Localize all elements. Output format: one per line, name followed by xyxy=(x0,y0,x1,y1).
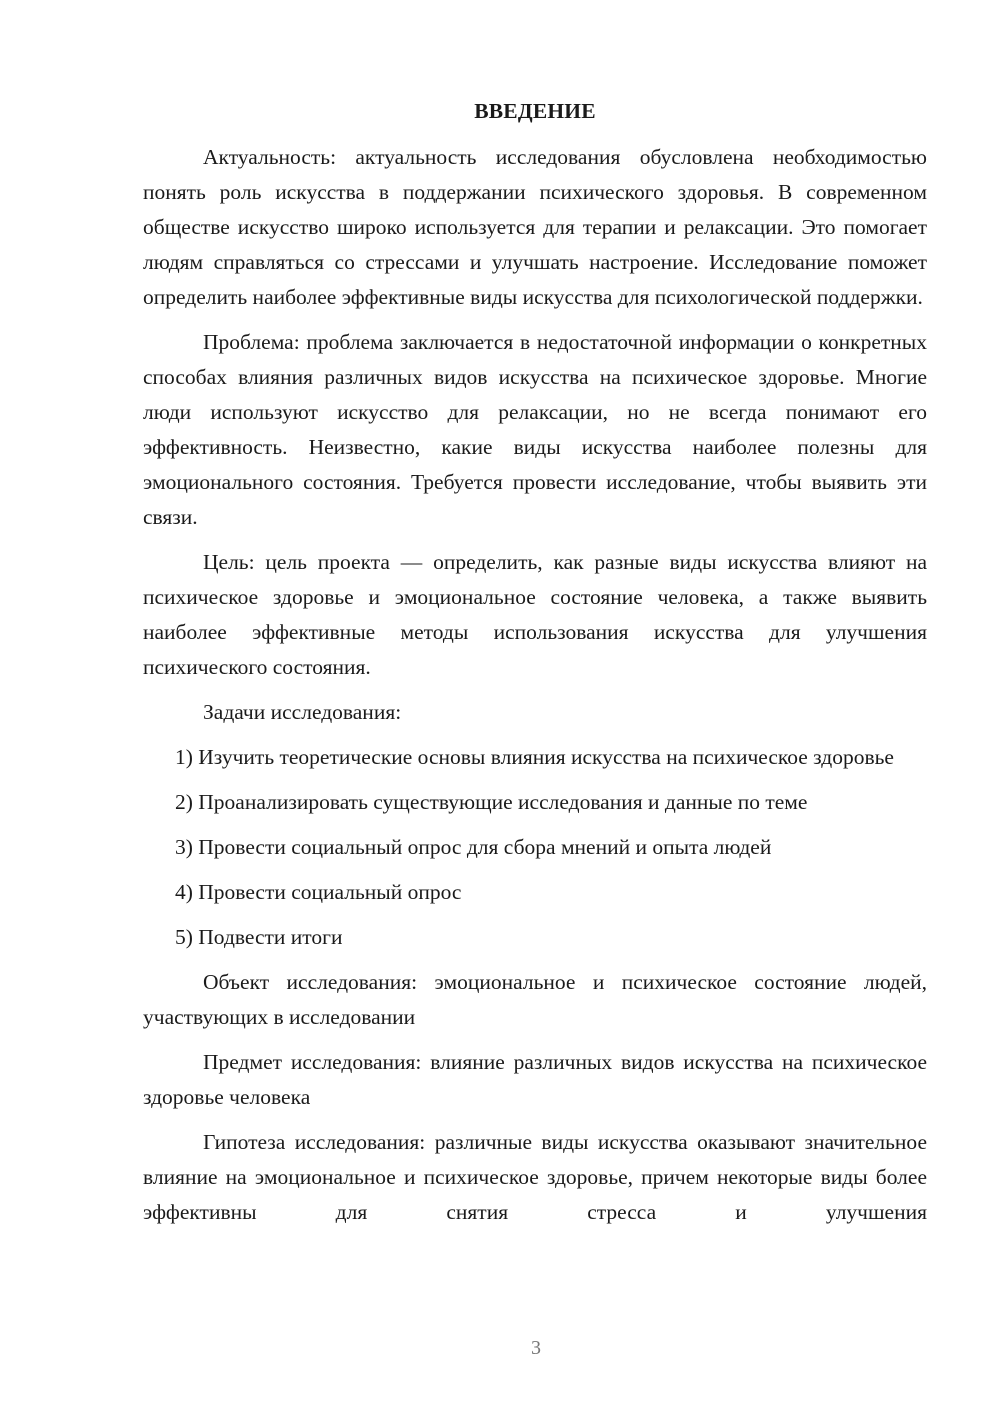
task-item-2: 2) Проанализировать существующие исследования и данные по теме xyxy=(175,790,808,814)
problem-paragraph: Проблема: проблема заключается в недостаточной информации о конкретных способах влияния различных видов искусства на психическое здоровье. Многие люди используют искусство для релаксации, но не всегда понимают его эффективность. Неизвестно, какие виды искусства наиболее полезны для эмоционального состояния. Требуется провести исследование, чтобы выявить эти связи. xyxy=(143,330,927,529)
task-item-5: 5) Подвести итоги xyxy=(175,925,343,949)
hypothesis-paragraph: Гипотеза исследования: различные виды искусства оказывают значительное влияние на эмоциональное и психическое здоровье, причем некоторые виды более эффективны для снятия стресса и улучшения xyxy=(143,1130,927,1224)
object-paragraph: Объект исследования: эмоциональное и психическое состояние людей, участвующих в исследовании xyxy=(143,970,927,1029)
page-content xyxy=(143,96,927,1240)
task-item-1: 1) Изучить теоретические основы влияния искусства на психическое здоровье xyxy=(175,745,894,769)
page-title: ВВЕДЕНИЕ xyxy=(474,99,596,123)
relevance-paragraph: Актуальность: актуальность исследования обусловлена необходимостью понять роль искусства в поддержании психического здоровья. В современном обществе искусство широко используется для терапии и релаксации. Это помогает людям справляться со стрессами и улучшать настроение. Исследование поможет определить наиболее эффективные виды искусства для психологической поддержки. xyxy=(143,145,927,309)
tasks-heading: Задачи исследования: xyxy=(203,700,402,724)
page-number: 3 xyxy=(531,1337,541,1359)
subject-paragraph: Предмет исследования: влияние различных видов искусства на психическое здоровье человека xyxy=(143,1050,927,1109)
goal-paragraph: Цель: цель проекта — определить, как разные виды искусства влияют на психическое здоровье и эмоциональное состояние человека, а также выявить наиболее эффективные методы использования искусства для улучшения психического состояния. xyxy=(143,550,927,679)
task-item-3: 3) Провести социальный опрос для сбора мнений и опыта людей xyxy=(175,835,772,859)
task-item-4: 4) Провести социальный опрос xyxy=(175,880,462,904)
